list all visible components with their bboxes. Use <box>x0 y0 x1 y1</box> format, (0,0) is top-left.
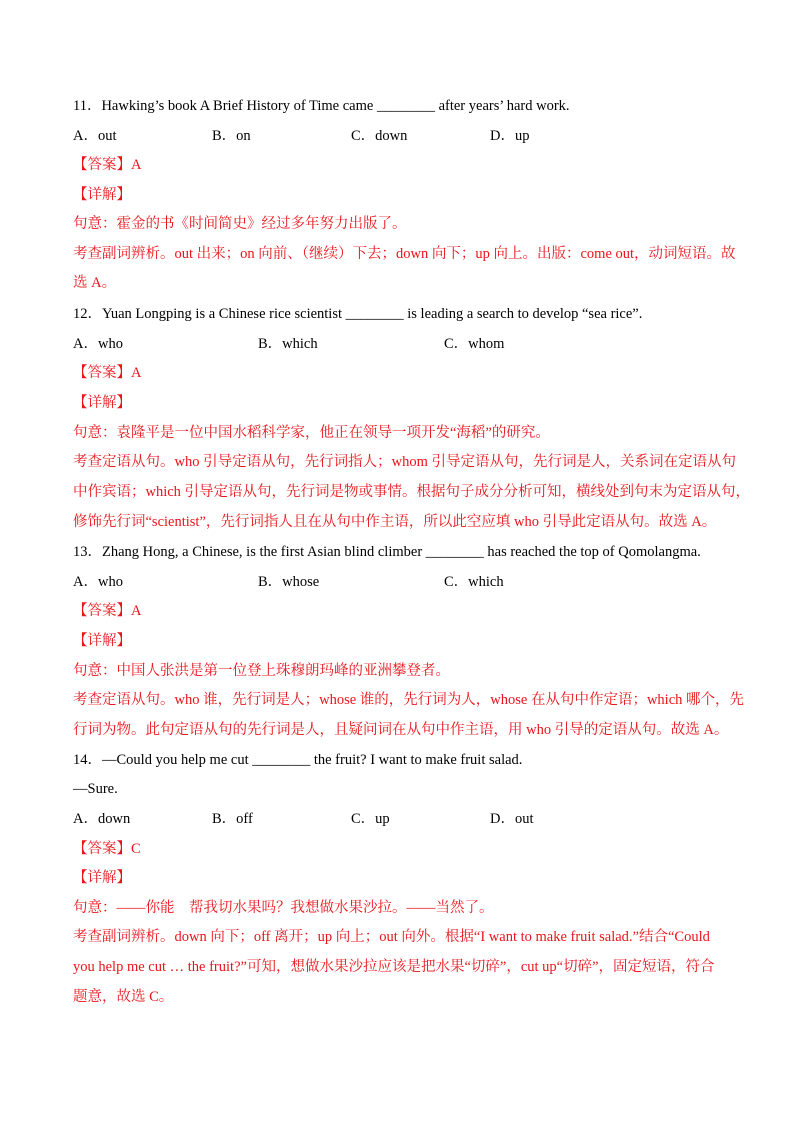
question-14-stem: 14．—Could you help me cut ________ the fruit? I want to make fruit salad. <box>73 752 523 768</box>
option-c: C．down <box>351 128 408 144</box>
explanation-line: 题意，故选 C。 <box>73 989 174 1005</box>
answer-label: 【答案】C <box>73 841 141 857</box>
explanation-line: 句意：——你能 帮我切水果吗？我想做水果沙拉。——当然了。 <box>73 900 494 916</box>
detail-label: 【详解】 <box>73 633 131 649</box>
explanation-line: 考查副词辨析。down 向下；off 离开；up 向上；out 向外。根据“I want to make fruit salad.”结合“Could <box>73 929 710 945</box>
option-d: D．out <box>490 811 534 827</box>
option-a: A．who <box>73 574 123 590</box>
explanation-line: 考查定语从句。who 谁，先行词是人；whose 谁的，先行词为人，whose 在从句中作定语；which 哪个，先 <box>73 692 745 708</box>
answer-label: 【答案】A <box>73 603 142 619</box>
explanation-line: 考查副词辨析。out 出来；on 向前、（继续）下去；down 向下；up 向上。出版：come out，动词短语。故 <box>73 246 736 262</box>
explanation-line: 句意：袁隆平是一位中国水稻科学家，他正在领导一项开发“海稻”的研究。 <box>73 425 550 441</box>
answer-label: 【答案】A <box>73 157 142 173</box>
option-a: A．who <box>73 336 123 352</box>
explanation-line: 中作宾语；which 引导定语从句，先行词是物或事情。根据句子成分分析可知，横线处到句末为定语从句， <box>73 484 751 500</box>
option-b: B．which <box>258 336 318 352</box>
option-c: C．whom <box>444 336 505 352</box>
explanation-line: you help me cut … the fruit?”可知，想做水果沙拉应该是把水果“切碎”，cut up“切碎”，固定短语，符合 <box>73 959 715 975</box>
question-13-stem: 13．Zhang Hong, a Chinese, is the first Asian blind climber ________ has reached the top of Qomolangma. <box>73 544 701 560</box>
option-b: B．off <box>212 811 253 827</box>
explanation-line: 修饰先行词“scientist”，先行词指人且在从句中作主语，所以此空应填 who 引导此定语从句。故选 A。 <box>73 514 717 530</box>
option-a: A．out <box>73 128 117 144</box>
detail-label: 【详解】 <box>73 187 131 203</box>
explanation-line: 句意：霍金的书《时间简史》经过多年努力出版了。 <box>73 216 407 232</box>
detail-label: 【详解】 <box>73 395 131 411</box>
explanation-line: 选 A。 <box>73 275 117 291</box>
option-a: A．down <box>73 811 131 827</box>
question-11-stem: 11．Hawking’s book A Brief History of Time came ________ after years’ hard work. <box>73 98 570 114</box>
option-d: D．up <box>490 128 530 144</box>
answer-label: 【答案】A <box>73 365 142 381</box>
option-b: B．on <box>212 128 251 144</box>
option-c: C．which <box>444 574 504 590</box>
question-14-reply: —Sure. <box>73 781 118 797</box>
explanation-line: 句意：中国人张洪是第一位登上珠穆朗玛峰的亚洲攀登者。 <box>73 663 450 679</box>
detail-label: 【详解】 <box>73 870 131 886</box>
option-c: C．up <box>351 811 390 827</box>
explanation-line: 行词为物。此句定语从句的先行词是人，且疑问词在从句中作主语，用 who 引导的定语从句。故选 A。 <box>73 722 729 738</box>
option-b: B．whose <box>258 574 320 590</box>
explanation-line: 考查定语从句。who 引导定语从句，先行词指人；whom 引导定语从句，先行词是人，关系词在定语从句 <box>73 454 736 470</box>
question-12-stem: 12．Yuan Longping is a Chinese rice scientist ________ is leading a search to develop “sea rice”. <box>73 306 643 322</box>
